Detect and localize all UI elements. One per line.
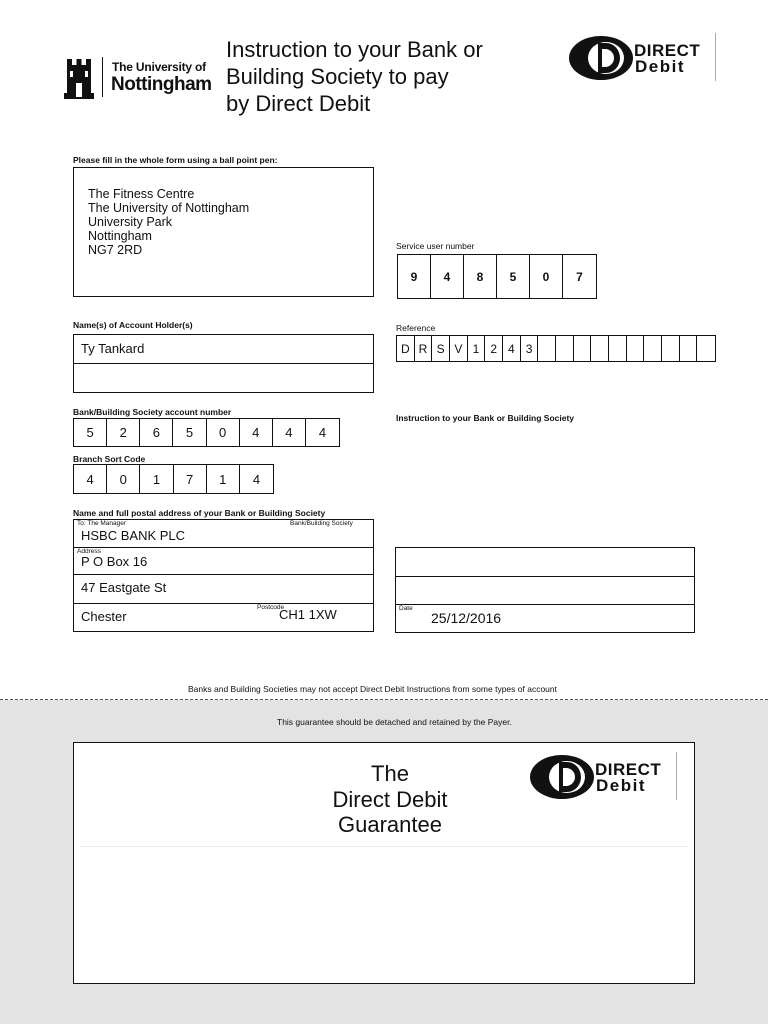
sort-code-label: Branch Sort Code — [73, 454, 146, 464]
service-user-number-field — [397, 254, 597, 299]
sun-digit: 4 — [431, 255, 464, 298]
university-logo — [64, 55, 214, 101]
dd-logo-rule — [676, 752, 677, 800]
blank-row-1 — [396, 548, 694, 577]
ref-char — [538, 336, 556, 361]
account-holder-name-2[interactable] — [74, 364, 373, 392]
ref-char: D — [397, 336, 415, 361]
ref-char — [697, 336, 715, 361]
sort-code-digit: 1 — [207, 465, 240, 493]
ref-char — [644, 336, 662, 361]
university-name-line2: Nottingham — [111, 74, 212, 95]
bank-address-field — [73, 519, 374, 632]
tear-line — [0, 699, 768, 700]
ref-char — [556, 336, 574, 361]
bank-address-label: Name and full postal address of your Bank or Building Society — [73, 508, 326, 518]
guarantee-title — [310, 761, 470, 838]
date-field-box — [395, 547, 695, 633]
account-holder-field[interactable] — [73, 334, 374, 393]
sun-digit: 0 — [530, 255, 563, 298]
address-line-2: 47 Eastgate St — [81, 580, 167, 595]
dd-logo-word-direct: DIRECT — [634, 41, 701, 60]
guarantee-header — [80, 749, 688, 847]
address-row-1 — [74, 548, 373, 575]
guarantee-title-line-1: The — [371, 761, 409, 786]
sort-code-digit: 0 — [107, 465, 140, 493]
guarantee-box — [73, 742, 695, 984]
direct-debit-logo-icon — [529, 754, 595, 802]
originator-address-box — [73, 167, 374, 297]
originator-address-line: The University of Nottingham — [88, 201, 250, 215]
bank-society-label: Bank/Building Society — [290, 520, 353, 527]
ref-char — [591, 336, 609, 361]
sort-code-digit: 4 — [74, 465, 107, 493]
originator-address-line: Nottingham — [88, 229, 152, 243]
title-line-3: by Direct Debit — [226, 91, 371, 116]
bank-name-row — [74, 520, 373, 548]
account-digit: 6 — [140, 419, 173, 446]
page-title — [226, 36, 546, 117]
reference-label: Reference — [396, 323, 436, 333]
ref-char — [574, 336, 592, 361]
dd-logo-rule — [715, 33, 716, 81]
accept-note: Banks and Building Societies may not accept Direct Debit Instructions from some types of account — [188, 684, 557, 694]
detach-note: This guarantee should be detached and retained by the Payer. — [277, 717, 512, 727]
title-line-2: Building Society to pay — [226, 64, 449, 89]
sort-code-digit: 7 — [174, 465, 207, 493]
guarantee-title-line-3: Guarantee — [338, 812, 442, 837]
date-value: 25/12/2016 — [431, 610, 502, 626]
account-holder-label: Name(s) of Account Holder(s) — [73, 320, 193, 330]
date-label: Date — [399, 605, 413, 612]
ref-char: 1 — [468, 336, 486, 361]
ref-char — [609, 336, 627, 361]
account-digit: 4 — [240, 419, 273, 446]
account-holder-name[interactable]: Ty Tankard — [74, 335, 373, 364]
fill-instruction: Please fill in the whole form using a ball point pen: — [73, 155, 278, 165]
account-number-field — [73, 418, 340, 447]
guarantee-title-line-2: Direct Debit — [332, 786, 448, 812]
sun-digit: 7 — [576, 269, 583, 284]
originator-address-line: University Park — [88, 215, 173, 229]
blank-row-2 — [396, 577, 694, 605]
address-line-1: P O Box 16 — [81, 554, 148, 569]
dd-logo-word-debit: Debit — [596, 776, 646, 795]
dd-logo-word-debit: Debit — [635, 57, 685, 76]
sun-digit: 9 — [398, 255, 431, 298]
direct-debit-logo-icon — [568, 35, 634, 83]
logo-divider — [102, 57, 103, 97]
postcode-label: Postcode — [257, 604, 285, 611]
date-row — [396, 605, 694, 633]
ref-char — [662, 336, 680, 361]
originator-address-line: The Fitness Centre — [88, 187, 195, 201]
sun-digit: 8 — [464, 255, 497, 298]
to-manager-label: To: The Manager — [77, 520, 127, 527]
address-row-3 — [74, 604, 373, 632]
account-digit: 4 — [273, 419, 306, 446]
postcode-value: CH1 1XW — [279, 607, 337, 622]
bank-name: HSBC BANK PLC — [81, 528, 186, 543]
account-digit: 5 — [173, 419, 206, 446]
ref-char — [627, 336, 645, 361]
account-number-label: Bank/Building Society account number — [73, 407, 232, 417]
address-line-3: Chester — [81, 609, 127, 624]
ref-char: R — [415, 336, 433, 361]
reference-field — [396, 335, 716, 362]
sort-code-digit: 1 — [140, 465, 173, 493]
account-digit: 4 — [318, 425, 327, 440]
sort-code-field — [73, 464, 274, 494]
address-label: Address — [77, 548, 101, 555]
university-name-line1: The University of — [112, 60, 206, 74]
account-digit: 5 — [74, 419, 107, 446]
address-row-2 — [74, 575, 373, 604]
ref-char: 4 — [503, 336, 521, 361]
castle-crest-icon — [64, 55, 94, 99]
service-user-number-label: Service user number — [396, 241, 475, 251]
ref-char: S — [432, 336, 450, 361]
instruction-heading: Instruction to your Bank or Building Society — [396, 413, 575, 423]
sun-digit: 5 — [497, 255, 530, 298]
ref-char: 2 — [485, 336, 503, 361]
direct-debit-logo — [568, 33, 716, 81]
dd-logo-word-direct: DIRECT — [595, 760, 662, 779]
ref-char: 3 — [521, 336, 539, 361]
account-digit: 0 — [207, 419, 240, 446]
ref-char: V — [450, 336, 468, 361]
account-digit: 2 — [107, 419, 140, 446]
ref-char — [680, 336, 698, 361]
title-line-1: Instruction to your Bank or — [226, 37, 483, 62]
sort-code-digit: 4 — [252, 471, 261, 487]
originator-address-line: NG7 2RD — [88, 243, 143, 257]
guarantee-dd-logo — [529, 752, 677, 800]
